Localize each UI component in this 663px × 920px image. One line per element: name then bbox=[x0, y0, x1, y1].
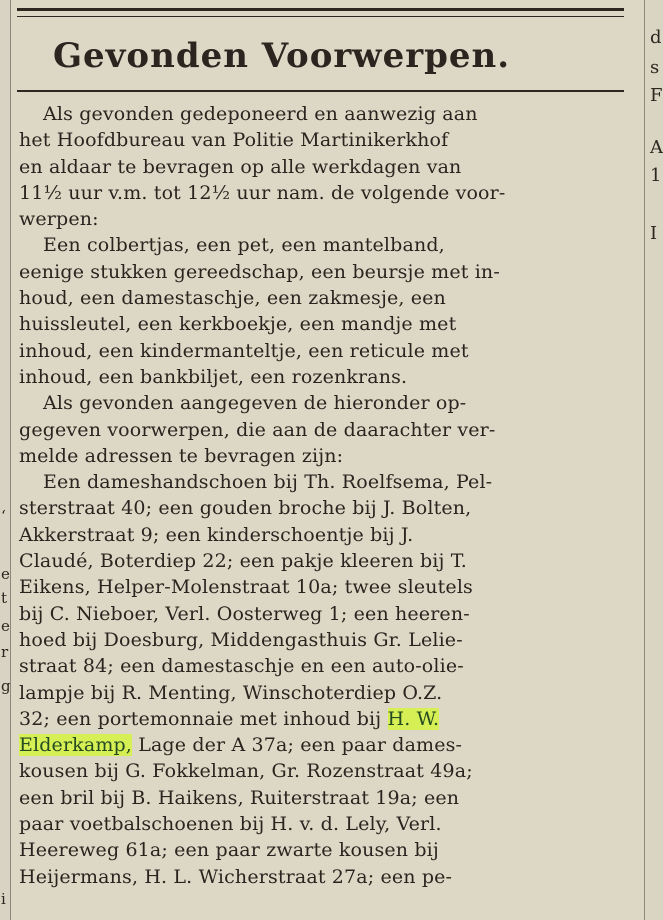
article-line: houd, een damestaschje, een zakmesje, een bbox=[19, 287, 446, 310]
article-line: Claudé, Boterdiep 22; een pakje kleeren bij T. bbox=[19, 550, 467, 573]
highlighted-name-line-2 bbox=[19, 732, 639, 758]
article-line: paar voetbalschoenen bij H. v. d. Lely, Verl. bbox=[19, 813, 442, 836]
article-line: huissleutel, een kerkboekje, een mandje met bbox=[19, 313, 457, 336]
article-line: bij C. Nieboer, Verl. Oosterweg 1; een heeren- bbox=[19, 602, 470, 625]
left-margin-fragments bbox=[1, 505, 9, 920]
article-line: kousen bij G. Fokkelman, Gr. Rozenstraat 49a; bbox=[19, 760, 473, 783]
line-text-before-highlight: 32; een portemonnaie met inhoud bij bbox=[19, 707, 388, 730]
article-line: Als gevonden gedeponeerd en aanwezig aan bbox=[43, 103, 478, 125]
right-column-fragment: s bbox=[650, 57, 660, 78]
article-line: een bril bij B. Haikens, Ruiterstraat 19a; een bbox=[19, 786, 460, 809]
article-line: het Hoofdbureau van Politie Martinikerkhof bbox=[19, 129, 449, 152]
article-line: Een dameshandschoen bij Th. Roelfsema, Pel- bbox=[43, 471, 493, 494]
article-line: lampje bij R. Menting, Winschoterdiep O.Z. bbox=[19, 681, 443, 704]
left-margin-fragment: e bbox=[1, 617, 10, 635]
left-margin-fragment: ‘ bbox=[1, 507, 6, 525]
article-line: hoed bij Doesburg, Middengasthuis Gr. Lelie- bbox=[19, 628, 463, 651]
article-line: Akkerstraat 9; een kinderschoentje bij J. bbox=[19, 523, 414, 546]
right-column-fragment: A bbox=[650, 137, 663, 158]
article-line: en aldaar te bevragen op alle werkdagen van bbox=[19, 155, 462, 178]
article-line: Als gevonden aangegeven de hieronder op- bbox=[43, 392, 467, 415]
right-column-fragment: 1 bbox=[650, 165, 662, 186]
highlighted-name-part-2: Elderkamp, bbox=[19, 734, 132, 757]
article-line: eenige stukken gereedschap, een beursje met in- bbox=[19, 260, 500, 283]
article-line: werpen: bbox=[19, 208, 99, 231]
left-margin-fragment: t bbox=[1, 589, 8, 607]
article-line: inhoud, een kindermanteltje, een reticule met bbox=[19, 339, 469, 362]
right-column-edge bbox=[644, 0, 663, 920]
right-column-fragment: F bbox=[650, 85, 663, 106]
article-line: Eikens, Helper-Molenstraat 10a; twee sleutels bbox=[19, 576, 473, 599]
article-body bbox=[19, 101, 639, 920]
found-objects-article bbox=[11, 0, 643, 920]
article-line: gegeven voorwerpen, die aan de daarachter ver- bbox=[19, 418, 496, 441]
article-line: straat 84; een damestaschje en een auto-olie- bbox=[19, 655, 464, 678]
article-line: Heereweg 61a; een paar zwarte kousen bij bbox=[19, 839, 439, 862]
right-column-fragment: I bbox=[650, 223, 658, 244]
article-line: sterstraat 40; een gouden broche bij J. Bolten, bbox=[19, 497, 472, 520]
article-title: Gevonden Voorwerpen. bbox=[53, 36, 511, 76]
highlighted-name-line-1 bbox=[19, 706, 639, 732]
left-margin-fragment: i bbox=[1, 890, 6, 908]
right-column-fragment: d bbox=[650, 27, 662, 48]
article-line: melde adressen te bevragen zijn: bbox=[19, 444, 344, 467]
left-margin-fragment: g bbox=[1, 677, 11, 695]
left-margin-fragment: r bbox=[1, 643, 9, 661]
article-line: Heijermans, H. L. Wicherstraat 27a; een pe- bbox=[19, 865, 453, 888]
headline-rule bbox=[17, 90, 624, 92]
left-margin-fragment: e bbox=[1, 565, 10, 583]
article-line: Een colbertjas, een pet, een mantelband, bbox=[43, 234, 445, 257]
highlighted-name-part-1: H. W. bbox=[387, 707, 440, 730]
line-text-after-highlight: Lage der A 37a; een paar dames- bbox=[132, 734, 463, 757]
top-double-rule bbox=[17, 8, 624, 17]
article-line: 11½ uur v.m. tot 12½ uur nam. de volgende voor- bbox=[19, 181, 506, 204]
article-line: inhoud, een bankbiljet, een rozenkrans. bbox=[19, 365, 408, 388]
left-column-edge bbox=[0, 0, 11, 920]
